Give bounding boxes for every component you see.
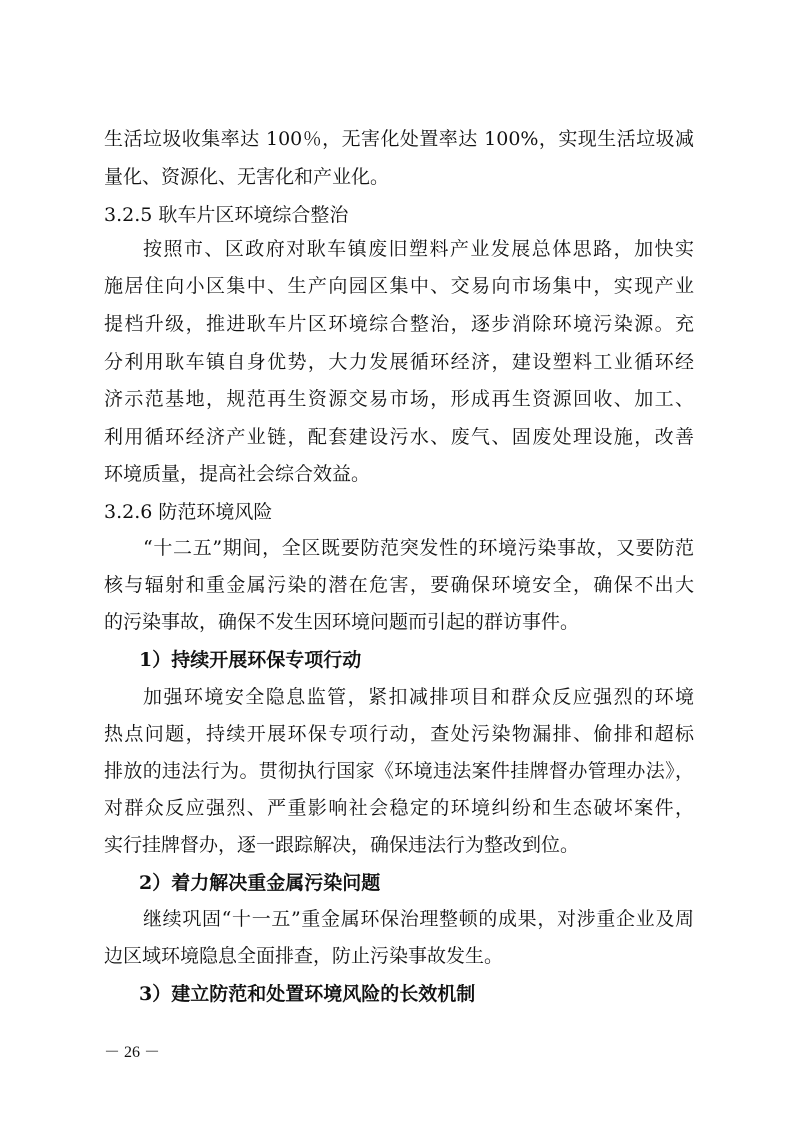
body-line: 利用循环经济产业链，配套建设污水、废气、固废处理设施，改善 — [104, 426, 694, 448]
body-line: 边区域环境隐息全面排查，防止污染事故发生。 — [104, 945, 504, 967]
body-line: 提档升级，推进耿车片区环境综合整治，逐步消除环境污染源。充 — [104, 313, 694, 335]
body-line: 济示范基地，规范再生资源交易市场，形成再生资源回收、加工、 — [104, 388, 694, 410]
subheading-3: 3）建立防范和处置环境风险的长效机制 — [139, 983, 476, 1005]
subheading-2: 2）着力解决重金属污染问题 — [139, 872, 381, 894]
body-line: 量化、资源化、无害化和产业化。 — [104, 166, 390, 188]
body-line: 排放的违法行为。贯彻执行国家《环境违法案件挂牌督办管理办法》， — [104, 760, 694, 782]
body-line: 的污染事故，确保不发生因环境问题而引起的群访事件。 — [104, 611, 580, 633]
body-line: 继续巩固“十一五”重金属环保治理整顿的成果，对涉重企业及周 — [143, 908, 694, 930]
body-line: 施居住向小区集中、生产向园区集中、交易向市场集中，实现产业 — [104, 275, 694, 297]
section-heading-3-2-6: 3.2.6 防范环境风险 — [104, 501, 273, 523]
body-line: “十二五”期间，全区既要防范突发性的环境污染事故，又要防范 — [143, 537, 694, 559]
body-line: 按照市、区政府对耿车镇废旧塑料产业发展总体思路，加快实 — [143, 238, 694, 260]
body-line: 加强环境安全隐息监管，紧扣减排项目和群众反应强烈的环境 — [143, 686, 694, 708]
subheading-1: 1）持续开展环保专项行动 — [139, 649, 362, 671]
body-line: 对群众反应强烈、严重影响社会稳定的环境纠纷和生态破坏案件， — [104, 797, 694, 819]
body-line: 实行挂牌督办，逐一跟踪解决，确保违法行为整改到位。 — [104, 834, 580, 856]
body-line: 热点问题，持续开展环保专项行动，查处污染物漏排、偷排和超标 — [104, 723, 694, 745]
section-heading-3-2-5: 3.2.5 耿车片区环境综合整治 — [104, 204, 349, 226]
body-line: 核与辐射和重金属污染的潜在危害，要确保环境安全，确保不出大 — [104, 574, 694, 596]
body-line: 环境质量，提高社会综合效益。 — [104, 463, 371, 485]
body-line: 分利用耿车镇自身优势，大力发展循环经济，建设塑料工业循环经 — [104, 351, 694, 373]
page-number: － 26 － — [104, 1044, 161, 1061]
body-line: 生活垃圾收集率达 100％，无害化处置率达 100%，实现生活垃圾减 — [104, 128, 694, 150]
